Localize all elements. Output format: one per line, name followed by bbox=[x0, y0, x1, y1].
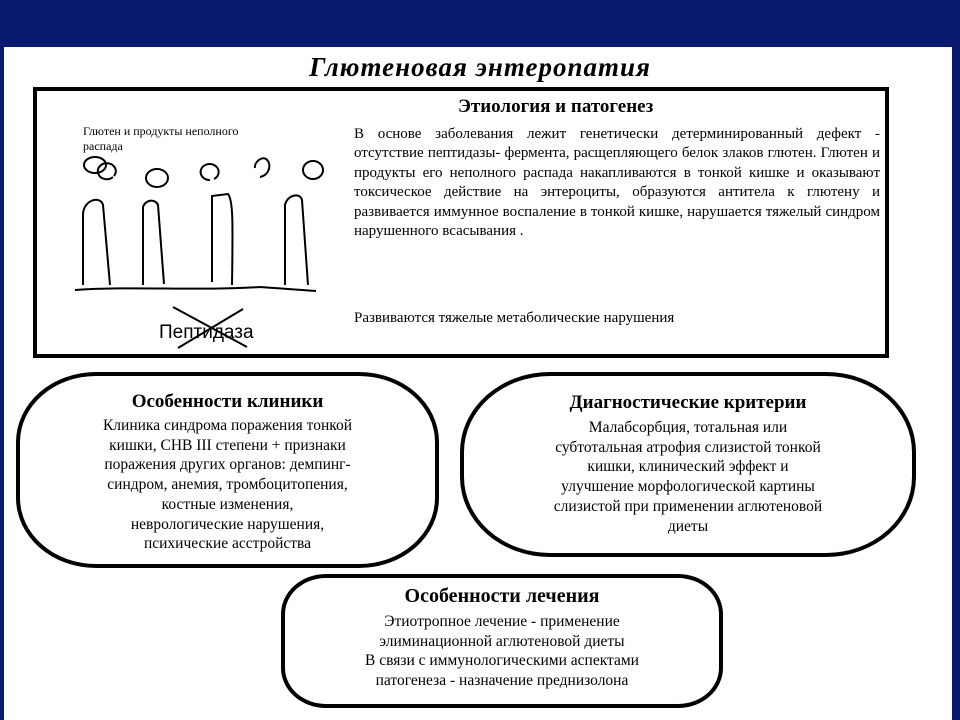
diagnostics-line: Малабсорбция, тотальная или bbox=[588, 419, 788, 436]
clinic-line: психические асстройства bbox=[143, 535, 312, 553]
clinic-line: синдром, анемия, тромбоцитопения, bbox=[107, 476, 348, 494]
treatment-text bbox=[285, 612, 719, 691]
clinic-text bbox=[20, 416, 435, 554]
diagnostics-heading: Диагностические критерии bbox=[569, 392, 807, 413]
villus-1 bbox=[83, 200, 110, 285]
gluten-particle-4 bbox=[201, 164, 219, 180]
slide-title: Глютеновая энтеропатия bbox=[309, 52, 651, 82]
treatment-line: В связи с иммунологическими аспектами bbox=[365, 652, 639, 670]
villus-3 bbox=[212, 194, 233, 285]
diagnostics-bubble bbox=[460, 372, 916, 557]
treatment-bubble bbox=[281, 574, 723, 708]
diagnostics-line: субтотальная атрофия слизистой тонкой bbox=[555, 438, 821, 456]
treatment-line: Этиотропное лечение - применение bbox=[384, 613, 620, 630]
etiology-text: В основе заболевания лежит генетически детерминированный дефект - отсутствие пептидазы- фермента, расщепляющего белок злаков глютен. Глютен и продукты его неполного распада накапливаются в тонкой кишке и оказывают токсическое действие на энтероциты, образуются антитела к глютену и развивается иммунное воспаление в тонкой кишке, нарушается тяжелый синдром нарушенного всасывания . bbox=[354, 126, 880, 240]
treatment-heading: Особенности лечения bbox=[404, 585, 600, 607]
clinic-line: кишки, СНВ III степени + признаки bbox=[109, 436, 346, 454]
diagnostics-text bbox=[464, 418, 912, 536]
clinic-bubble bbox=[16, 372, 439, 568]
villus-4 bbox=[285, 195, 308, 285]
clinic-heading: Особенности клиники bbox=[131, 391, 324, 412]
mucosa-base bbox=[75, 287, 316, 291]
treatment-line: элиминационной аглютеновой диеты bbox=[379, 632, 625, 650]
villus-2 bbox=[143, 201, 164, 285]
diagnostics-line: слизистой при применении аглютеновой bbox=[553, 497, 823, 515]
treatment-line: патогенеза - назначение преднизолона bbox=[375, 672, 629, 690]
clinic-line: поражения других органов: демпинг- bbox=[104, 456, 351, 474]
diagnostics-line: улучшение морфологической картины bbox=[561, 478, 815, 496]
peptidase-label: Пептидаза bbox=[159, 322, 254, 343]
gluten-particle-3 bbox=[146, 169, 168, 187]
diagnostics-line: диеты bbox=[667, 517, 709, 535]
etiology-heading: Этиология и патогенез bbox=[458, 96, 654, 117]
clinic-line: Клиника синдрома поражения тонкой bbox=[102, 417, 353, 434]
clinic-line: неврологические нарушения, bbox=[130, 515, 325, 533]
gluten-particle-5 bbox=[255, 158, 269, 177]
etiology-extra-text: Развиваются тяжелые метаболические нарушения bbox=[354, 310, 675, 326]
diagnostics-line: кишки, клинический эффект и bbox=[587, 458, 789, 476]
gluten-particle-6 bbox=[303, 161, 323, 179]
gluten-label: Глютен и продукты неполного распада bbox=[83, 124, 239, 153]
clinic-line: костные изменения, bbox=[161, 495, 294, 513]
